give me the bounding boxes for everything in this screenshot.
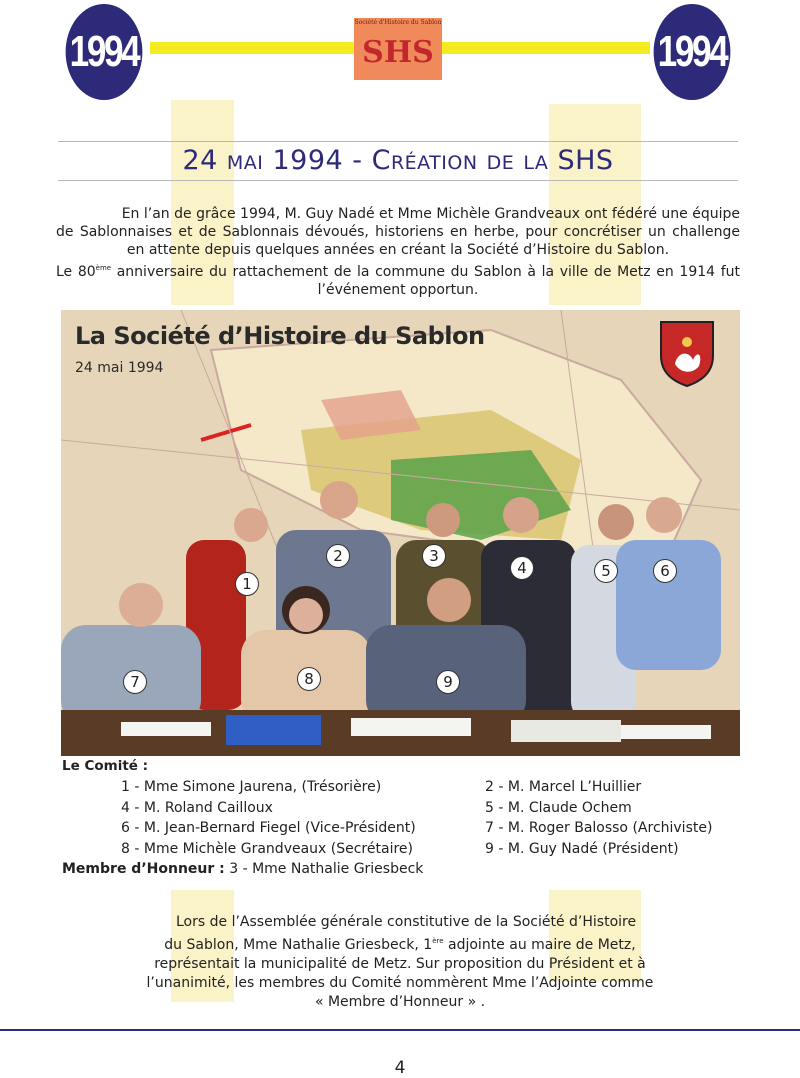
group-photo <box>61 310 740 756</box>
year-badge-right: 1994 <box>654 4 731 100</box>
honorary-member-label: Membre d’Honneur : <box>62 861 225 877</box>
committee-member: 2 - M. Marcel L’Huillier <box>485 779 642 795</box>
committee-member: 1 - Mme Simone Jaurena, (Trésorière) <box>121 779 382 795</box>
intro-line: Le 80ème anniversaire du rattachement de la commune du Sablon à la ville de Metz en 1914 fut <box>56 264 740 280</box>
committee-member: 6 - M. Jean-Bernard Fiegel (Vice-Président) <box>121 820 416 836</box>
footer-rule <box>0 1029 800 1031</box>
logo-caption: Société d'Histoire du Sablon <box>354 19 442 26</box>
page-number: 4 <box>394 1058 406 1078</box>
shs-logo <box>354 18 442 80</box>
person-number-7: 7 <box>123 670 147 694</box>
committee-member: 9 - M. Guy Nadé (Président) <box>485 841 679 857</box>
intro-line: de Sablonnaises et de Sablonnais dévoués, historiens en herbe, pour concrétiser un challenge <box>56 224 740 240</box>
page-title: 24 mai 1994 - Création de la SHS <box>182 145 614 176</box>
closing-line: « Membre d’Honneur » . <box>314 994 486 1010</box>
closing-line: Lors de l’Assemblée générale constitutive de la Société d’Histoire <box>176 914 637 930</box>
photo-date: 24 mai 1994 <box>75 360 164 376</box>
photo-illustration <box>61 310 740 756</box>
committee-member: 5 - M. Claude Ochem <box>485 800 632 816</box>
committee-member: 8 - Mme Michèle Grandveaux (Secrétaire) <box>121 841 413 857</box>
person-number-2: 2 <box>326 544 350 568</box>
person-number-9: 9 <box>436 670 460 694</box>
intro-line: l’événement opportun. <box>317 282 479 298</box>
closing-paragraph <box>120 913 680 1012</box>
intro-paragraph <box>56 205 740 299</box>
committee-member: 7 - M. Roger Balosso (Archiviste) <box>485 820 713 836</box>
person-number-3: 3 <box>422 544 446 568</box>
person-number-8: 8 <box>297 667 321 691</box>
person-number-1: 1 <box>235 572 259 596</box>
intro-line: en attente depuis quelques années en créant la Société d’Histoire du Sablon. <box>126 242 670 258</box>
intro-line: En l’an de grâce 1994, M. Guy Nadé et Mme Michèle Grandveaux ont fédéré une équipe <box>121 206 740 222</box>
year-badge-left: 1994 <box>66 4 143 100</box>
person-number-4: 4 <box>510 556 534 580</box>
committee-member: 4 - M. Roland Cailloux <box>121 800 273 816</box>
closing-line: du Sablon, Mme Nathalie Griesbeck, 1ère adjointe au maire de Metz, <box>164 937 636 953</box>
committee-heading: Le Comité : <box>62 758 149 774</box>
closing-line: représentait la municipalité de Metz. Sur proposition du Président et à <box>154 956 646 972</box>
honorary-member <box>62 861 423 877</box>
photo-title: La Société d’Histoire du Sablon <box>75 322 485 350</box>
logo-text: SHS <box>362 35 434 70</box>
person-number-5: 5 <box>594 559 618 583</box>
honorary-member-value: 3 - Mme Nathalie Griesbeck <box>224 861 424 877</box>
person-number-6: 6 <box>653 559 677 583</box>
coat-of-arms-icon <box>659 320 715 388</box>
closing-line: l’unanimité, les membres du Comité nommèrent Mme l’Adjointe comme <box>146 975 654 991</box>
